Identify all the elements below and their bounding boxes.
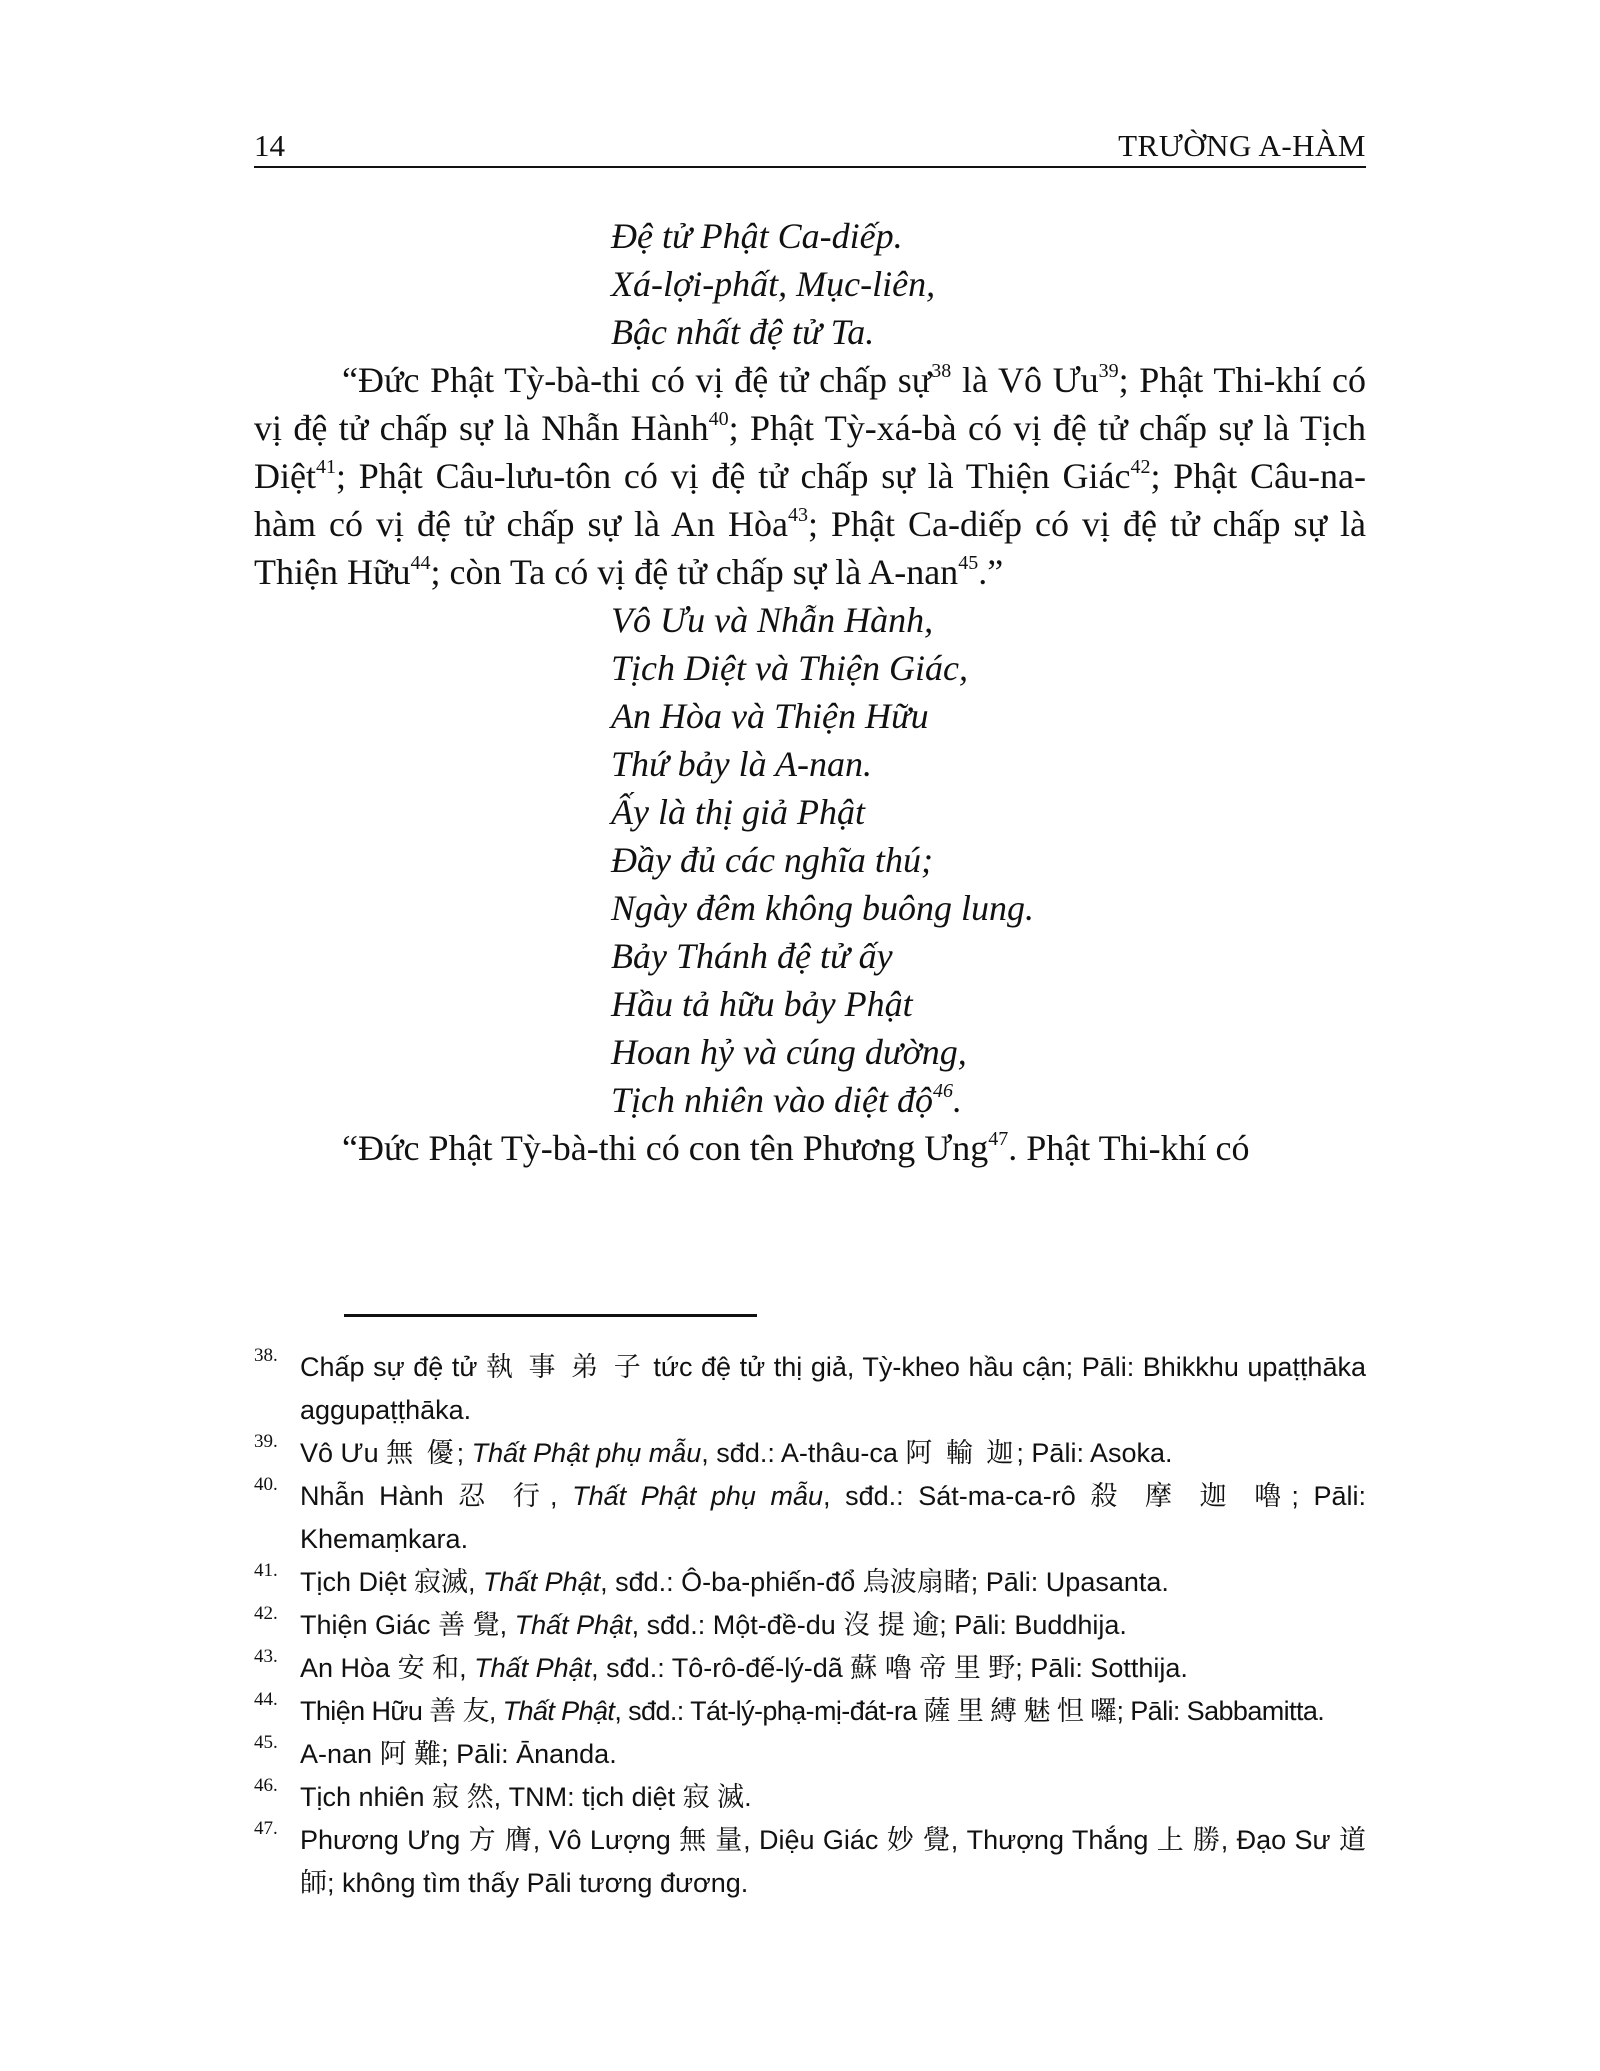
footnote-text: Chấp sự đệ tử 執 事 弟 子 tức đệ tử thị giả, Tỳ-kheo hầu cận; Pāli: Bhikkhu upaṭṭhāka aggupaṭṭhāka. xyxy=(300,1352,1366,1425)
header-rule xyxy=(254,166,1366,168)
verse-block-2 xyxy=(254,596,1366,1124)
footnote-ref: 39 xyxy=(1098,360,1119,382)
body-text xyxy=(254,212,1366,1172)
footnote-46 xyxy=(254,1776,1366,1819)
verse-line: Bảy Thánh đệ tử ấy xyxy=(611,936,893,976)
footnote-43 xyxy=(254,1647,1366,1690)
footnote-number: 45. xyxy=(254,1732,278,1753)
footnote-ref: 42 xyxy=(1130,456,1151,478)
footnote-text: Thiện Hữu 善 友, Thất Phật, sđd.: Tát-lý-phạ-mị-đát-ra 薩 里 縛 魅 怛 囉; Pāli: Sabbamitta. xyxy=(300,1696,1325,1726)
verse-line: Thứ bảy là A-nan. xyxy=(611,744,872,784)
footnote-number: 43. xyxy=(254,1646,278,1667)
verse-line: Hoan hỷ và cúng dường, xyxy=(611,1032,967,1072)
footnote-number: 46. xyxy=(254,1775,278,1796)
footnote-text: Tịch nhiên 寂 然, TNM: tịch diệt 寂 滅. xyxy=(300,1782,752,1812)
footnote-separator xyxy=(344,1314,757,1317)
footnote-ref: 41 xyxy=(315,456,336,478)
verse-line: Xá-lợi-phất, Mục-liên, xyxy=(611,264,936,304)
verse-block-1 xyxy=(254,212,1366,356)
footnote-number: 41. xyxy=(254,1560,278,1581)
footnote-text: Vô Ưu 無 優; Thất Phật phụ mẫu, sđd.: A-thâu-ca 阿 輸 迦; Pāli: Asoka. xyxy=(300,1438,1173,1468)
verse-line: Ngày đêm không buông lung. xyxy=(611,888,1034,928)
verse-line: Ấy là thị giả Phật xyxy=(611,792,865,832)
verse-line: Đệ tử Phật Ca-diếp. xyxy=(611,216,903,256)
paragraph-attendants: “Đức Phật Tỳ-bà-thi có vị đệ tử chấp sự$^{38}$ là Vô $Ưu^{39}$; Phật Thi-khí có vị đệ tử chấp sự là Nhẫn Hành$^{40}$; Phật Tỳ-xá-bà có vị đệ tử chấp sự là Tịch Diệt$^{41}$; Phật Câu-lưu-tôn có vị đệ tử chấp sự là Thiện Giác$^{42}$; Phật Câu-na-hàm có vị đệ tử chấp sự là An Hòa$^{43}$; Phật Ca-diếp có vị đệ tử chấp sự là Thiện Hữu$^{44}$; còn Ta có vị đệ tử chấp sự là A-nan$^{45}$.” xyxy=(254,360,1366,592)
footnote-ref: 45 xyxy=(958,552,979,574)
footnote-number: 47. xyxy=(254,1818,278,1839)
footnote-number: 39. xyxy=(254,1431,278,1452)
footnote-text: A-nan 阿 難; Pāli: Ānanda. xyxy=(300,1739,617,1769)
footnote-39 xyxy=(254,1432,1366,1475)
verse-line: Hầu tả hữu bảy Phật xyxy=(611,984,913,1024)
footnote-text: Thiện Giác 善 覺, Thất Phật, sđd.: Một-đề-du 沒 提 逾; Pāli: Buddhija. xyxy=(300,1610,1127,1640)
footnote-41 xyxy=(254,1561,1366,1604)
footnote-47 xyxy=(254,1819,1366,1905)
footnote-text: Nhẫn Hành 忍 行, Thất Phật phụ mẫu, sđd.: Sát-ma-ca-rô 殺 摩 迦 嚕; Pāli: Khemaṃkara. xyxy=(300,1481,1366,1554)
verse-line: Tịch nhiên vào diệt độ$^{46}$. xyxy=(611,1080,962,1120)
footnotes xyxy=(254,1346,1366,1905)
verse-line: An Hòa và Thiện Hữu xyxy=(611,696,929,736)
footnote-ref: 47 xyxy=(988,1128,1009,1150)
footnote-number: 42. xyxy=(254,1603,278,1624)
footnote-ref: 44 xyxy=(410,552,431,574)
running-title: TRƯỜNG A-HÀM xyxy=(1118,128,1366,163)
footnote-number: 40. xyxy=(254,1474,278,1495)
page-header xyxy=(254,122,1366,168)
footnote-42 xyxy=(254,1604,1366,1647)
page-number: 14 xyxy=(254,128,285,163)
footnote-number: 38. xyxy=(254,1345,278,1366)
verse-line: Đầy đủ các nghĩa thú; xyxy=(611,840,933,880)
footnote-ref: 43 xyxy=(788,504,808,526)
footnote-number: 44. xyxy=(254,1689,278,1710)
verse-line: Tịch Diệt và Thiện Giác, xyxy=(611,648,968,688)
footnote-ref: 38 xyxy=(931,360,952,382)
footnote-text: Phương Ưng 方 膺, Vô Lượng 無 量, Diệu Giác 妙 覺, Thượng Thắng 上 勝, Đạo Sư 道 師; không tìm thấy Pāli tương đương. xyxy=(300,1825,1366,1898)
footnote-ref: 40 xyxy=(708,408,729,430)
verse-line: Bậc nhất đệ tử Ta. xyxy=(611,312,875,352)
footnote-ref: 46 xyxy=(932,1080,953,1102)
footnote-44 xyxy=(254,1690,1366,1733)
footnote-text: Tịch Diệt 寂滅, Thất Phật, sđd.: Ô-ba-phiến-đổ 烏波扇睹; Pāli: Upasanta. xyxy=(300,1567,1169,1597)
footnote-45 xyxy=(254,1733,1366,1776)
paragraph-sons: “Đức Phật Tỳ-bà-thi có con tên Phương Ưng$^{47}$. Phật Thi-khí có xyxy=(342,1128,1250,1168)
footnote-text: An Hòa 安 和, Thất Phật, sđd.: Tô-rô-đế-lý-dã 蘇 嚕 帝 里 野; Pāli: Sotthija. xyxy=(300,1653,1188,1683)
footnote-40 xyxy=(254,1475,1366,1561)
verse-line: Vô Ưu và Nhẫn Hành, xyxy=(611,600,934,640)
footnote-38 xyxy=(254,1346,1366,1432)
